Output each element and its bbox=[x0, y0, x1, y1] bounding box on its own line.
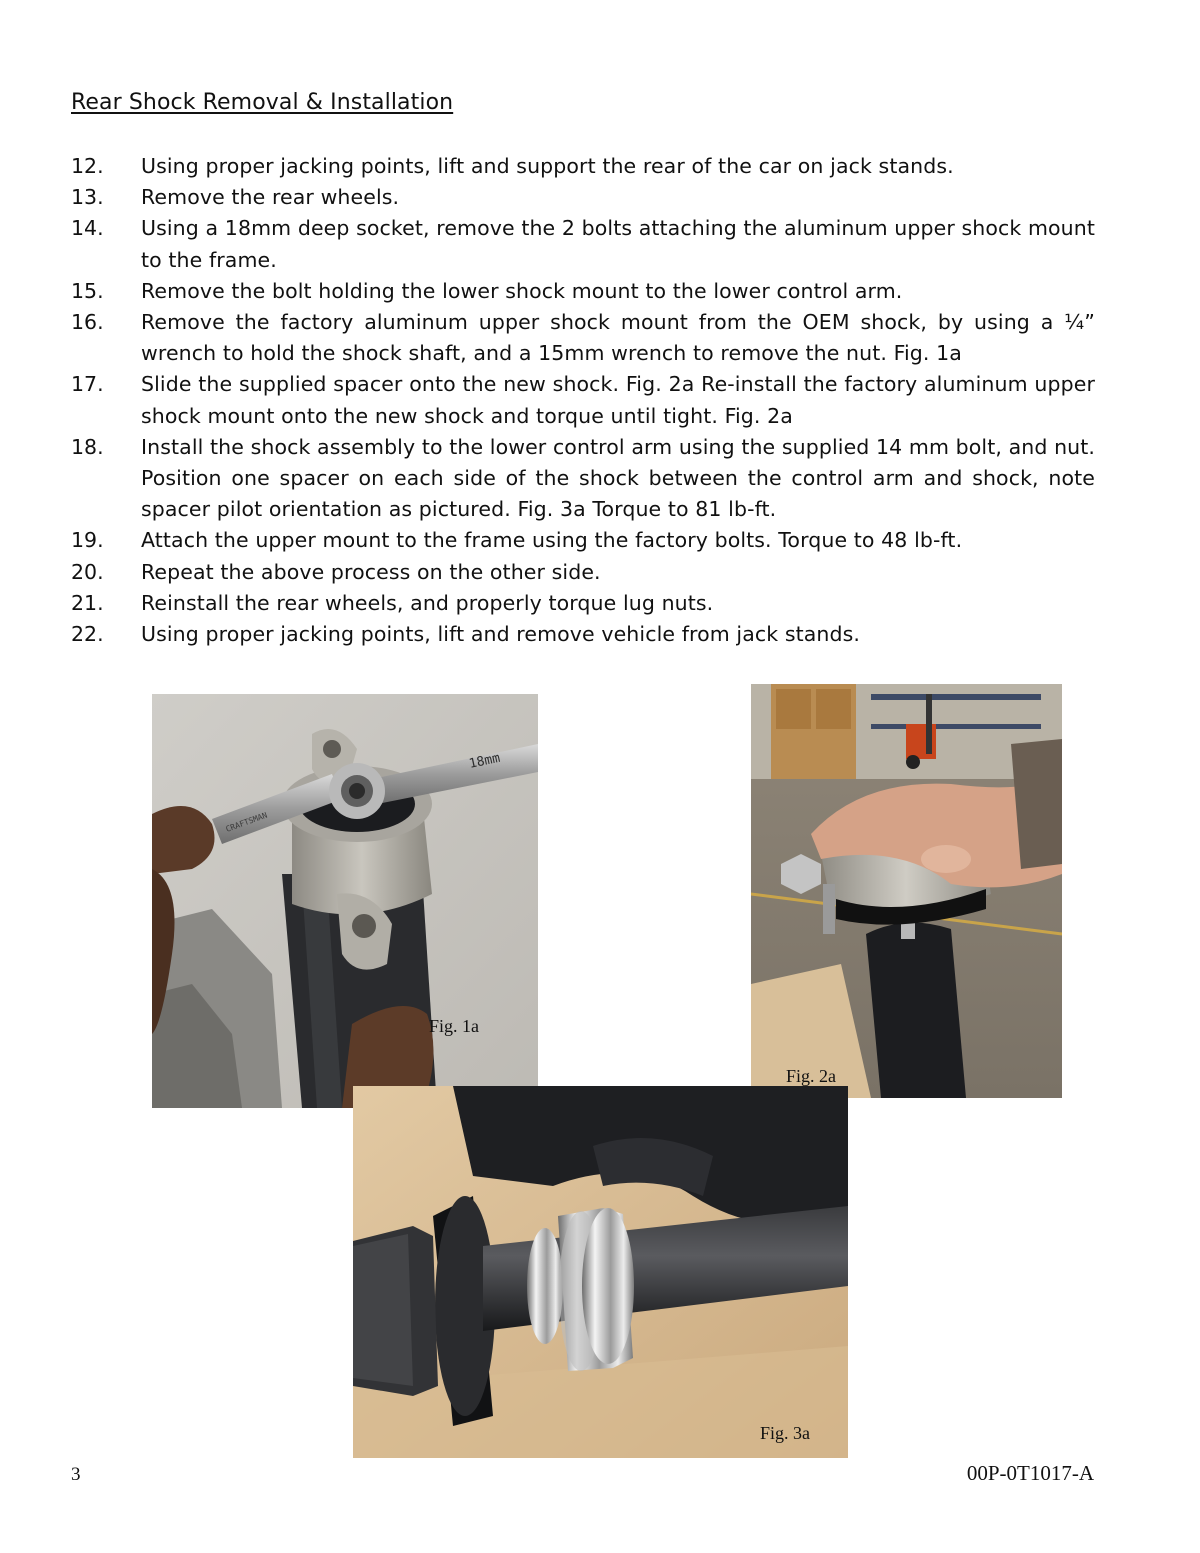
figure-2a-label: Fig. 2a bbox=[786, 1066, 837, 1086]
step-number: 19. bbox=[71, 528, 104, 553]
instruction-step bbox=[71, 557, 1095, 588]
figure-3a-photo bbox=[353, 1086, 848, 1458]
figure-2a-photo bbox=[751, 684, 1062, 1098]
wrench-brand-text: CRAFTSMAN bbox=[224, 810, 269, 834]
figure-3a-label: Fig. 3a bbox=[760, 1423, 811, 1443]
step-text: Slide the supplied spacer onto the new shock. Fig. 2a Re-install the factory aluminum upper shock mount onto the new shock and torque until tight. Fig. 2a bbox=[141, 372, 1095, 428]
instruction-step bbox=[71, 151, 1095, 182]
step-number: 13. bbox=[71, 185, 104, 210]
instruction-step bbox=[71, 369, 1095, 431]
instruction-step bbox=[71, 432, 1095, 526]
wrench-size-text: 18mm bbox=[467, 750, 502, 772]
section-title: Rear Shock Removal & Installation bbox=[71, 90, 454, 115]
instruction-step bbox=[71, 525, 1095, 556]
step-number: 12. bbox=[71, 154, 104, 178]
step-number: 16. bbox=[71, 310, 104, 335]
step-number: 14. bbox=[71, 216, 104, 241]
instruction-step bbox=[71, 619, 1095, 650]
step-text: Repeat the above process on the other side. bbox=[141, 559, 601, 584]
step-text: Install the shock assembly to the lower control arm using the supplied 14 mm bolt, and nut. Position one spacer on each side of the shock between the control arm and shock, note spacer pilot orientation as pictured. Fig. 3a Torque to 81 lb-ft. bbox=[141, 434, 1096, 522]
step-text: Remove the rear wheels. bbox=[141, 185, 400, 210]
instruction-step bbox=[71, 307, 1095, 369]
document-code: 00P-0T1017-A bbox=[966, 1461, 1094, 1485]
step-text: Reinstall the rear wheels, and properly torque lug nuts. bbox=[141, 590, 714, 615]
step-number: 17. bbox=[71, 372, 104, 397]
instruction-step bbox=[71, 276, 1095, 307]
step-number: 18. bbox=[71, 434, 104, 459]
step-number: 21. bbox=[71, 590, 104, 615]
step-text: Using proper jacking points, lift and support the rear of the car on jack stands. bbox=[141, 154, 954, 178]
instruction-step bbox=[71, 588, 1095, 619]
figure-1a-photo bbox=[152, 694, 538, 1108]
step-text: Remove the factory aluminum upper shock mount from the OEM shock, by using a ¼” wrench to hold the shock shaft, and a 15mm wrench to remove the nut. Fig. 1a bbox=[141, 310, 1095, 366]
instruction-list bbox=[71, 151, 1095, 650]
step-text: Using proper jacking points, lift and remove vehicle from jack stands. bbox=[141, 622, 861, 647]
step-text: Using a 18mm deep socket, remove the 2 bolts attaching the aluminum upper shock mount to the frame. bbox=[141, 216, 1095, 272]
instruction-step bbox=[71, 213, 1095, 275]
step-text: Attach the upper mount to the frame using the factory bolts. Torque to 48 lb-ft. bbox=[141, 528, 963, 553]
page-number: 3 bbox=[71, 1464, 81, 1485]
instruction-step bbox=[71, 182, 1095, 213]
step-number: 20. bbox=[71, 559, 104, 584]
figure-1a-label: Fig. 1a bbox=[429, 1016, 480, 1036]
step-number: 22. bbox=[71, 622, 104, 647]
step-text: Remove the bolt holding the lower shock mount to the lower control arm. bbox=[141, 278, 903, 303]
step-number: 15. bbox=[71, 278, 104, 303]
